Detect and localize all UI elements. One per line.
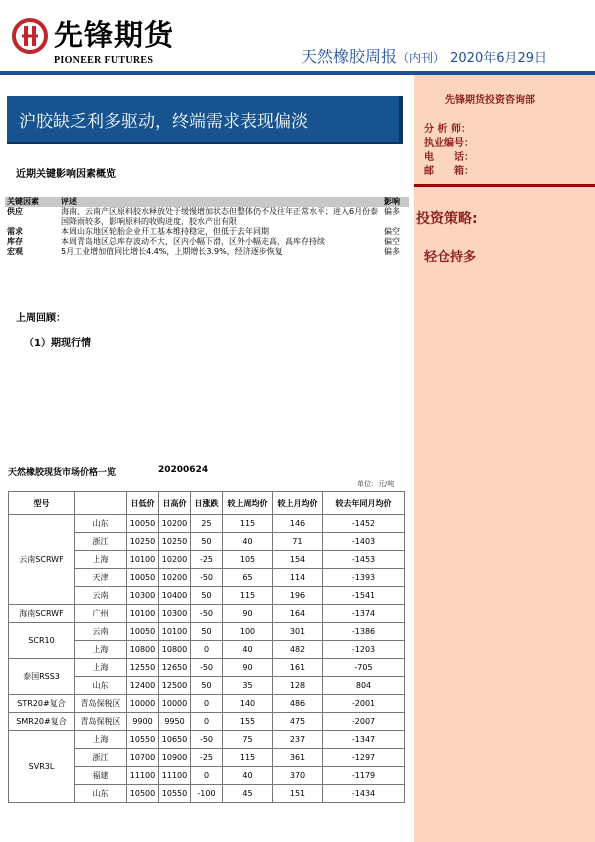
sidebar-dept: 先锋期货投资咨询部 bbox=[445, 95, 535, 106]
factor-cell: 宏观 bbox=[7, 247, 23, 256]
price-cell: 71 bbox=[273, 533, 323, 551]
price-cell: 196 bbox=[273, 587, 323, 605]
factor-cell: 库存 bbox=[7, 237, 23, 246]
price-cell: 154 bbox=[273, 551, 323, 569]
sidebar-divider bbox=[414, 184, 595, 187]
price-cell: 10000 bbox=[127, 695, 159, 713]
table-row bbox=[9, 623, 405, 641]
comment-cell: 本周青岛地区总库存波动不大，区内小幅下滑，区外小幅走高，高库存持续 bbox=[61, 237, 325, 246]
impact-cell: 偏多 bbox=[384, 207, 400, 216]
price-cell: -1403 bbox=[323, 533, 405, 551]
region-cell: 浙江 bbox=[75, 533, 127, 551]
header-cell: 关键因素 bbox=[5, 197, 59, 207]
price-cell: -1386 bbox=[323, 623, 405, 641]
price-cell: 804 bbox=[323, 677, 405, 695]
comment-cell: 海南、云南产区原料胶水释放处于缓慢增加状态但整体仍不及往年正常水平；进入6月份泰国降雨较多，影响原料的收购进度，胶水产出有限 bbox=[61, 207, 379, 226]
header-cell: 日涨跌 bbox=[191, 492, 223, 515]
price-cell: 115 bbox=[223, 587, 273, 605]
price-cell: 105 bbox=[223, 551, 273, 569]
header-cell: 评述 bbox=[59, 197, 382, 207]
price-cell: 10900 bbox=[159, 749, 191, 767]
report-title bbox=[301, 44, 547, 67]
headline-banner bbox=[7, 96, 403, 144]
price-cell: 9950 bbox=[159, 713, 191, 731]
price-cell: 35 bbox=[223, 677, 273, 695]
market-date: 20200624 bbox=[158, 465, 209, 475]
price-cell: 10400 bbox=[159, 587, 191, 605]
price-cell: 10800 bbox=[127, 641, 159, 659]
table-row bbox=[9, 713, 405, 731]
report-name: 天然橡胶周报 bbox=[301, 47, 398, 66]
price-cell: 361 bbox=[273, 749, 323, 767]
price-cell: 146 bbox=[273, 515, 323, 533]
price-cell: 237 bbox=[273, 731, 323, 749]
price-cell: 45 bbox=[223, 785, 273, 803]
table-row bbox=[5, 207, 409, 227]
price-cell: 9900 bbox=[127, 713, 159, 731]
price-cell: 128 bbox=[273, 677, 323, 695]
price-cell: 10700 bbox=[127, 749, 159, 767]
sidebar-panel bbox=[414, 75, 595, 842]
header-cell: 型号 bbox=[9, 492, 75, 515]
table-header-row bbox=[9, 492, 405, 515]
price-cell: 40 bbox=[223, 641, 273, 659]
price-cell: 10550 bbox=[159, 785, 191, 803]
price-cell: -1179 bbox=[323, 767, 405, 785]
type-cell: SVR3L bbox=[9, 731, 75, 803]
headline-text: 沪胶缺乏利多驱动，终端需求表现偏淡 bbox=[19, 112, 308, 132]
type-cell: 海南SCRWF bbox=[9, 605, 75, 623]
price-cell: 0 bbox=[191, 695, 223, 713]
price-cell: 115 bbox=[223, 515, 273, 533]
price-cell: 10300 bbox=[159, 605, 191, 623]
price-cell: -2007 bbox=[323, 713, 405, 731]
price-cell: -50 bbox=[191, 659, 223, 677]
price-cell: -50 bbox=[191, 605, 223, 623]
price-cell: 50 bbox=[191, 533, 223, 551]
price-cell: 486 bbox=[273, 695, 323, 713]
price-cell: 10100 bbox=[159, 623, 191, 641]
table-row bbox=[5, 247, 409, 257]
price-cell: 0 bbox=[191, 713, 223, 731]
price-cell: 10200 bbox=[159, 515, 191, 533]
price-cell: 40 bbox=[223, 533, 273, 551]
comment-cell: 本周山东地区轮胎企业开工基本维持稳定，但低于去年同期 bbox=[61, 227, 269, 236]
region-cell: 上海 bbox=[75, 641, 127, 659]
market-unit: 单位：元/吨 bbox=[357, 480, 395, 488]
price-cell: 65 bbox=[223, 569, 273, 587]
price-cell: 10250 bbox=[127, 533, 159, 551]
price-cell: 10000 bbox=[159, 695, 191, 713]
price-cell: 90 bbox=[223, 605, 273, 623]
price-cell: 370 bbox=[273, 767, 323, 785]
price-cell: -1393 bbox=[323, 569, 405, 587]
table-row bbox=[9, 605, 405, 623]
price-cell: 10250 bbox=[159, 533, 191, 551]
type-cell: STR20#复合 bbox=[9, 695, 75, 713]
table-row bbox=[9, 515, 405, 533]
table-header-row bbox=[5, 197, 409, 207]
table-row bbox=[5, 237, 409, 247]
price-cell: -50 bbox=[191, 731, 223, 749]
analyst-label: 分 析 师： bbox=[424, 124, 471, 135]
table-row bbox=[9, 695, 405, 713]
price-cell: -100 bbox=[191, 785, 223, 803]
price-cell: 151 bbox=[273, 785, 323, 803]
price-cell: -1434 bbox=[323, 785, 405, 803]
region-cell: 上海 bbox=[75, 551, 127, 569]
price-cell: 12400 bbox=[127, 677, 159, 695]
price-cell: 10200 bbox=[159, 569, 191, 587]
table-row bbox=[9, 659, 405, 677]
price-cell: 10550 bbox=[127, 731, 159, 749]
impact-cell: 偏空 bbox=[384, 227, 400, 236]
price-cell: 100 bbox=[223, 623, 273, 641]
region-cell: 青岛保税区 bbox=[75, 695, 127, 713]
price-cell: -1541 bbox=[323, 587, 405, 605]
price-cell: -2001 bbox=[323, 695, 405, 713]
type-cell: SMR20#复合 bbox=[9, 713, 75, 731]
price-cell: 475 bbox=[273, 713, 323, 731]
factor-cell: 供应 bbox=[7, 207, 23, 216]
header-cell: 日低价 bbox=[127, 492, 159, 515]
region-cell: 青岛保税区 bbox=[75, 713, 127, 731]
price-cell: 140 bbox=[223, 695, 273, 713]
price-cell: 12650 bbox=[159, 659, 191, 677]
price-cell: 12550 bbox=[127, 659, 159, 677]
type-cell: SCR10 bbox=[9, 623, 75, 659]
phone-label: 电 话： bbox=[424, 152, 474, 163]
region-cell: 上海 bbox=[75, 731, 127, 749]
price-cell: 10800 bbox=[159, 641, 191, 659]
logo-subtitle: PIONEER FUTURES bbox=[54, 55, 154, 66]
price-cell: 10500 bbox=[127, 785, 159, 803]
report-sub: （内刊） bbox=[397, 51, 446, 65]
type-cell: 泰国RSS3 bbox=[9, 659, 75, 695]
license-label: 执业编号： bbox=[424, 138, 474, 149]
region-cell: 山东 bbox=[75, 515, 127, 533]
price-cell: -705 bbox=[323, 659, 405, 677]
price-cell: 114 bbox=[273, 569, 323, 587]
price-cell: 482 bbox=[273, 641, 323, 659]
impact-cell: 偏空 bbox=[384, 237, 400, 246]
type-cell: 云南SCRWF bbox=[9, 515, 75, 605]
price-cell: 10300 bbox=[127, 587, 159, 605]
pioneer-logo-icon bbox=[12, 18, 48, 54]
region-cell: 福建 bbox=[75, 767, 127, 785]
report-date: 2020年6月29日 bbox=[450, 51, 548, 66]
header-cell: 较去年同月均价 bbox=[323, 492, 405, 515]
price-cell: 164 bbox=[273, 605, 323, 623]
region-cell: 云南 bbox=[75, 623, 127, 641]
comment-cell: 5月工业增加值同比增长4.4%，上期增长3.9%，经济逐步恢复 bbox=[61, 247, 283, 256]
region-cell: 上海 bbox=[75, 659, 127, 677]
price-cell: -25 bbox=[191, 551, 223, 569]
price-cell: 11100 bbox=[159, 767, 191, 785]
price-cell: 90 bbox=[223, 659, 273, 677]
price-cell: 0 bbox=[191, 767, 223, 785]
price-cell: 10050 bbox=[127, 569, 159, 587]
table-row bbox=[9, 731, 405, 749]
price-cell: 301 bbox=[273, 623, 323, 641]
price-cell: 10100 bbox=[127, 605, 159, 623]
price-cell: -1374 bbox=[323, 605, 405, 623]
price-cell: 11100 bbox=[127, 767, 159, 785]
price-cell: 0 bbox=[191, 641, 223, 659]
factors-title: 近期关键影响因素概览 bbox=[16, 169, 116, 180]
impact-cell: 偏多 bbox=[384, 247, 400, 256]
review-title: 上周回顾： bbox=[16, 313, 66, 324]
price-cell: 10650 bbox=[159, 731, 191, 749]
header-cell: 较上月均价 bbox=[273, 492, 323, 515]
region-cell: 云南 bbox=[75, 587, 127, 605]
price-cell: -1347 bbox=[323, 731, 405, 749]
price-cell: -1452 bbox=[323, 515, 405, 533]
logo-text: 先锋期货 bbox=[54, 18, 175, 52]
factor-cell: 需求 bbox=[7, 227, 23, 236]
price-cell: 161 bbox=[273, 659, 323, 677]
price-cell: -1203 bbox=[323, 641, 405, 659]
market-table bbox=[8, 491, 405, 803]
price-cell: -25 bbox=[191, 749, 223, 767]
factors-table bbox=[5, 197, 409, 257]
price-cell: 25 bbox=[191, 515, 223, 533]
price-cell: 10050 bbox=[127, 623, 159, 641]
price-cell: 115 bbox=[223, 749, 273, 767]
review-subtitle: （1）期现行情 bbox=[24, 338, 91, 349]
price-cell: 50 bbox=[191, 587, 223, 605]
price-cell: 155 bbox=[223, 713, 273, 731]
region-cell: 广州 bbox=[75, 605, 127, 623]
region-cell: 山东 bbox=[75, 677, 127, 695]
table-row bbox=[5, 227, 409, 237]
region-cell: 山东 bbox=[75, 785, 127, 803]
price-cell: -1297 bbox=[323, 749, 405, 767]
price-cell: 10200 bbox=[159, 551, 191, 569]
price-cell: 50 bbox=[191, 623, 223, 641]
region-cell: 浙江 bbox=[75, 749, 127, 767]
header-cell: 影响 bbox=[382, 197, 409, 207]
price-cell: 50 bbox=[191, 677, 223, 695]
strategy-title: 投资策略: bbox=[416, 211, 478, 227]
price-cell: 10100 bbox=[127, 551, 159, 569]
region-cell: 天津 bbox=[75, 569, 127, 587]
price-cell: -1453 bbox=[323, 551, 405, 569]
price-cell: 10050 bbox=[127, 515, 159, 533]
header-cell: 较上周均价 bbox=[223, 492, 273, 515]
price-cell: 75 bbox=[223, 731, 273, 749]
strategy-text: 轻仓持多 bbox=[424, 250, 477, 265]
email-label: 邮 箱： bbox=[424, 166, 474, 177]
price-cell: 40 bbox=[223, 767, 273, 785]
market-title: 天然橡胶现货市场价格一览 bbox=[8, 468, 117, 478]
header-cell: 日高价 bbox=[159, 492, 191, 515]
header-cell bbox=[75, 492, 127, 515]
price-cell: -50 bbox=[191, 569, 223, 587]
price-cell: 12500 bbox=[159, 677, 191, 695]
